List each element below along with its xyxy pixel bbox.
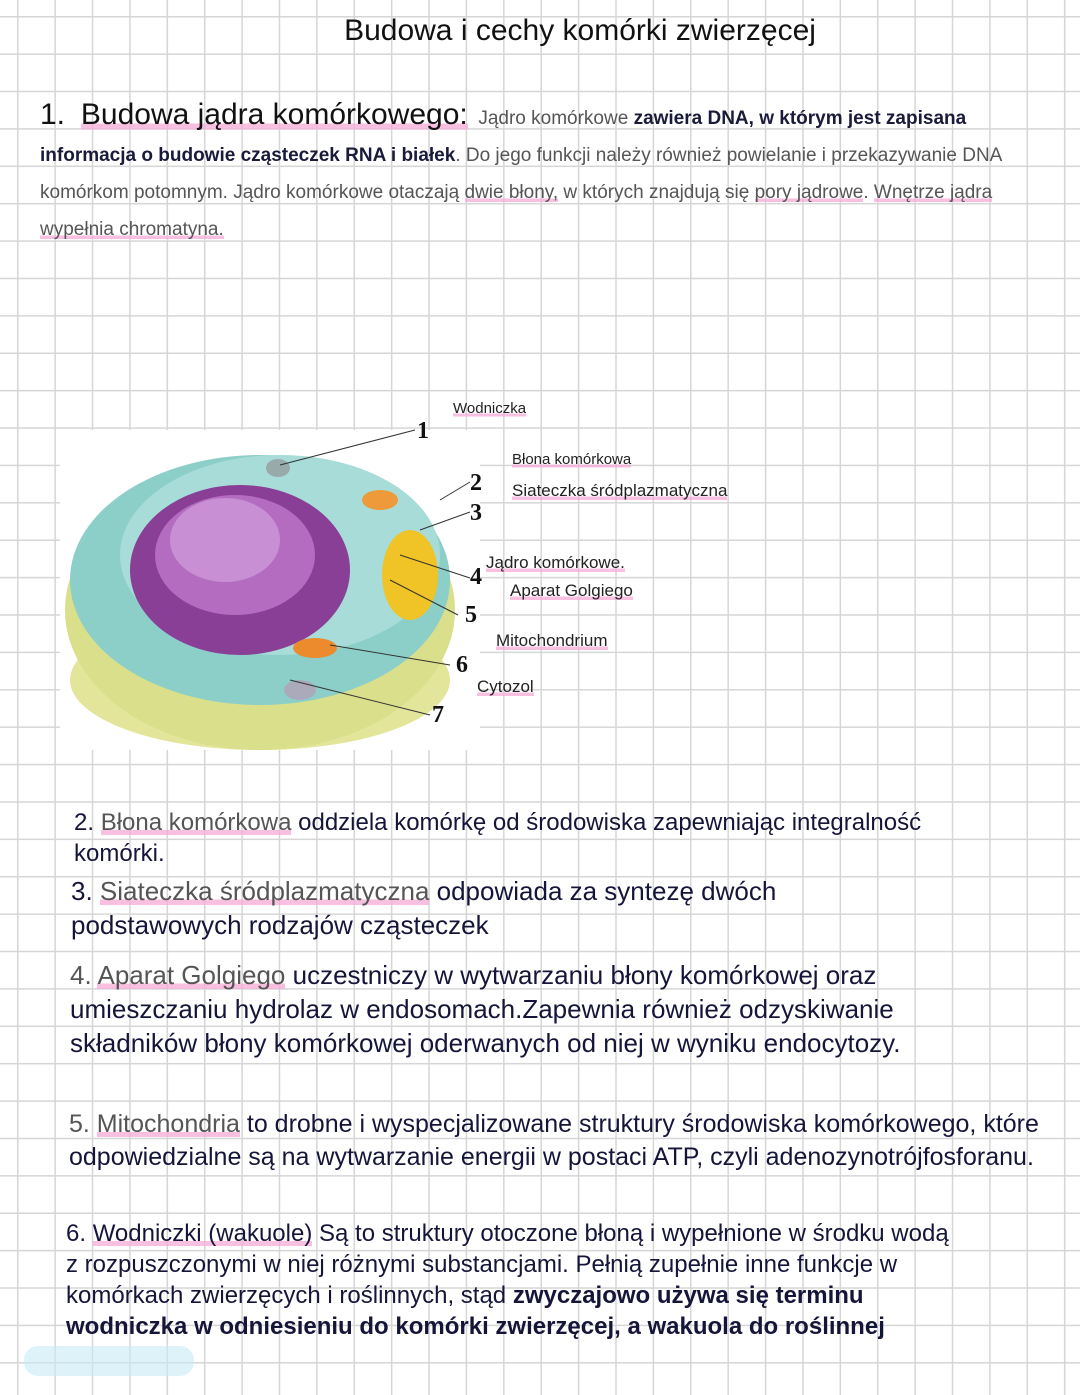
label-number: 2 [470,470,482,496]
section-number: 3. [71,876,100,906]
section-membrane [74,807,954,869]
section-number: 2. [74,809,101,836]
label-number: 1 [417,418,429,444]
term: Siateczka śródplazmatyczna [99,876,430,906]
label-number: 6 [456,652,468,678]
label-golgi: Aparat Golgiego [510,581,633,600]
highlight: pory jądrowe [754,182,864,203]
section-vacuoles [66,1218,966,1342]
text: oddziela komórkę od środowiska zapewniając integralność komórki. [74,809,922,867]
page-title: Budowa i cechy komórki zwierzęcej [344,14,816,47]
label-number: 7 [432,702,444,728]
section-nucleus [40,96,1050,248]
label-number: 4 [470,564,482,590]
label-number: 3 [470,500,482,526]
text: Jądro komórkowe [478,108,634,129]
bold-text: zawiera DNA, w którym jest zapisana informacja o budowie cząsteczek RNA i białek [40,108,967,166]
label-er: Siateczka śródplazmatyczna [512,481,728,500]
label-nucleus: Jądro komórkowe. [486,553,625,572]
section-mitochondria [69,1108,1039,1174]
term: Wodniczki (wakuole) [92,1220,313,1247]
term: Mitochondria [96,1110,240,1138]
section-er [71,874,951,942]
text: odpowiada za syntezę dwóch podstawowych rodzajów cząsteczek [71,876,777,940]
section-number: 1. [40,98,66,131]
label-cytosol: Cytozol [477,677,534,696]
section-heading: Budowa jądra komórkowego: [80,98,468,131]
text: Są to struktury otoczone błoną i wypełnione w środku wodą z rozpuszczonymi w niej różnymi substancjami. Pełnią zupełnie inne funkcje w komórkach zwierzęcych i roślinnych, stąd [66,1220,949,1309]
label-vacuole: Wodniczka [453,400,527,417]
section-number: 4. [70,960,98,990]
label-mitochondrium: Mitochondrium [496,631,608,650]
highlight: Wnętrze jądra wypełnia chromatyna. [40,182,993,240]
label-number: 5 [465,602,477,628]
section-golgi [70,958,1000,1060]
cell-illustration [60,390,780,760]
section-number: 6. [66,1220,93,1247]
cell-diagram [60,390,780,760]
label-cell-membrane: Błona komórkowa [512,451,632,468]
term: Aparat Golgiego [97,960,286,990]
text: . [863,182,874,203]
text: uczestniczy w wytwarzaniu błony komórkowej oraz umieszczaniu hydrolaz w endosomach.Zapewnia również odzyskiwanie składników błony komórkowej oderwanych od niej w wyniku endocytozy. [70,960,901,1058]
text: w których znajdują się [558,182,755,203]
bold-text: zwyczajowo używa się terminu wodniczka w odniesieniu do komórki zwierzęcej, a wakuola do roślinnej [66,1282,885,1340]
text: to drobne i wyspecjalizowane struktury środowiska komórkowego, które odpowiedzialne są na wytwarzanie energii w postaci ATP, czyli adenozynotrójfosforanu. [69,1110,1039,1171]
term: Błona komórkowa [100,809,292,836]
watermark [24,1346,194,1376]
text: . Do jego funkcji należy również powielanie i przekazywanie DNA komórkom potomnym. Jądro komórkowe otaczają [40,145,1002,203]
highlight: dwie błony, [464,182,559,203]
section-number: 5. [69,1110,97,1138]
